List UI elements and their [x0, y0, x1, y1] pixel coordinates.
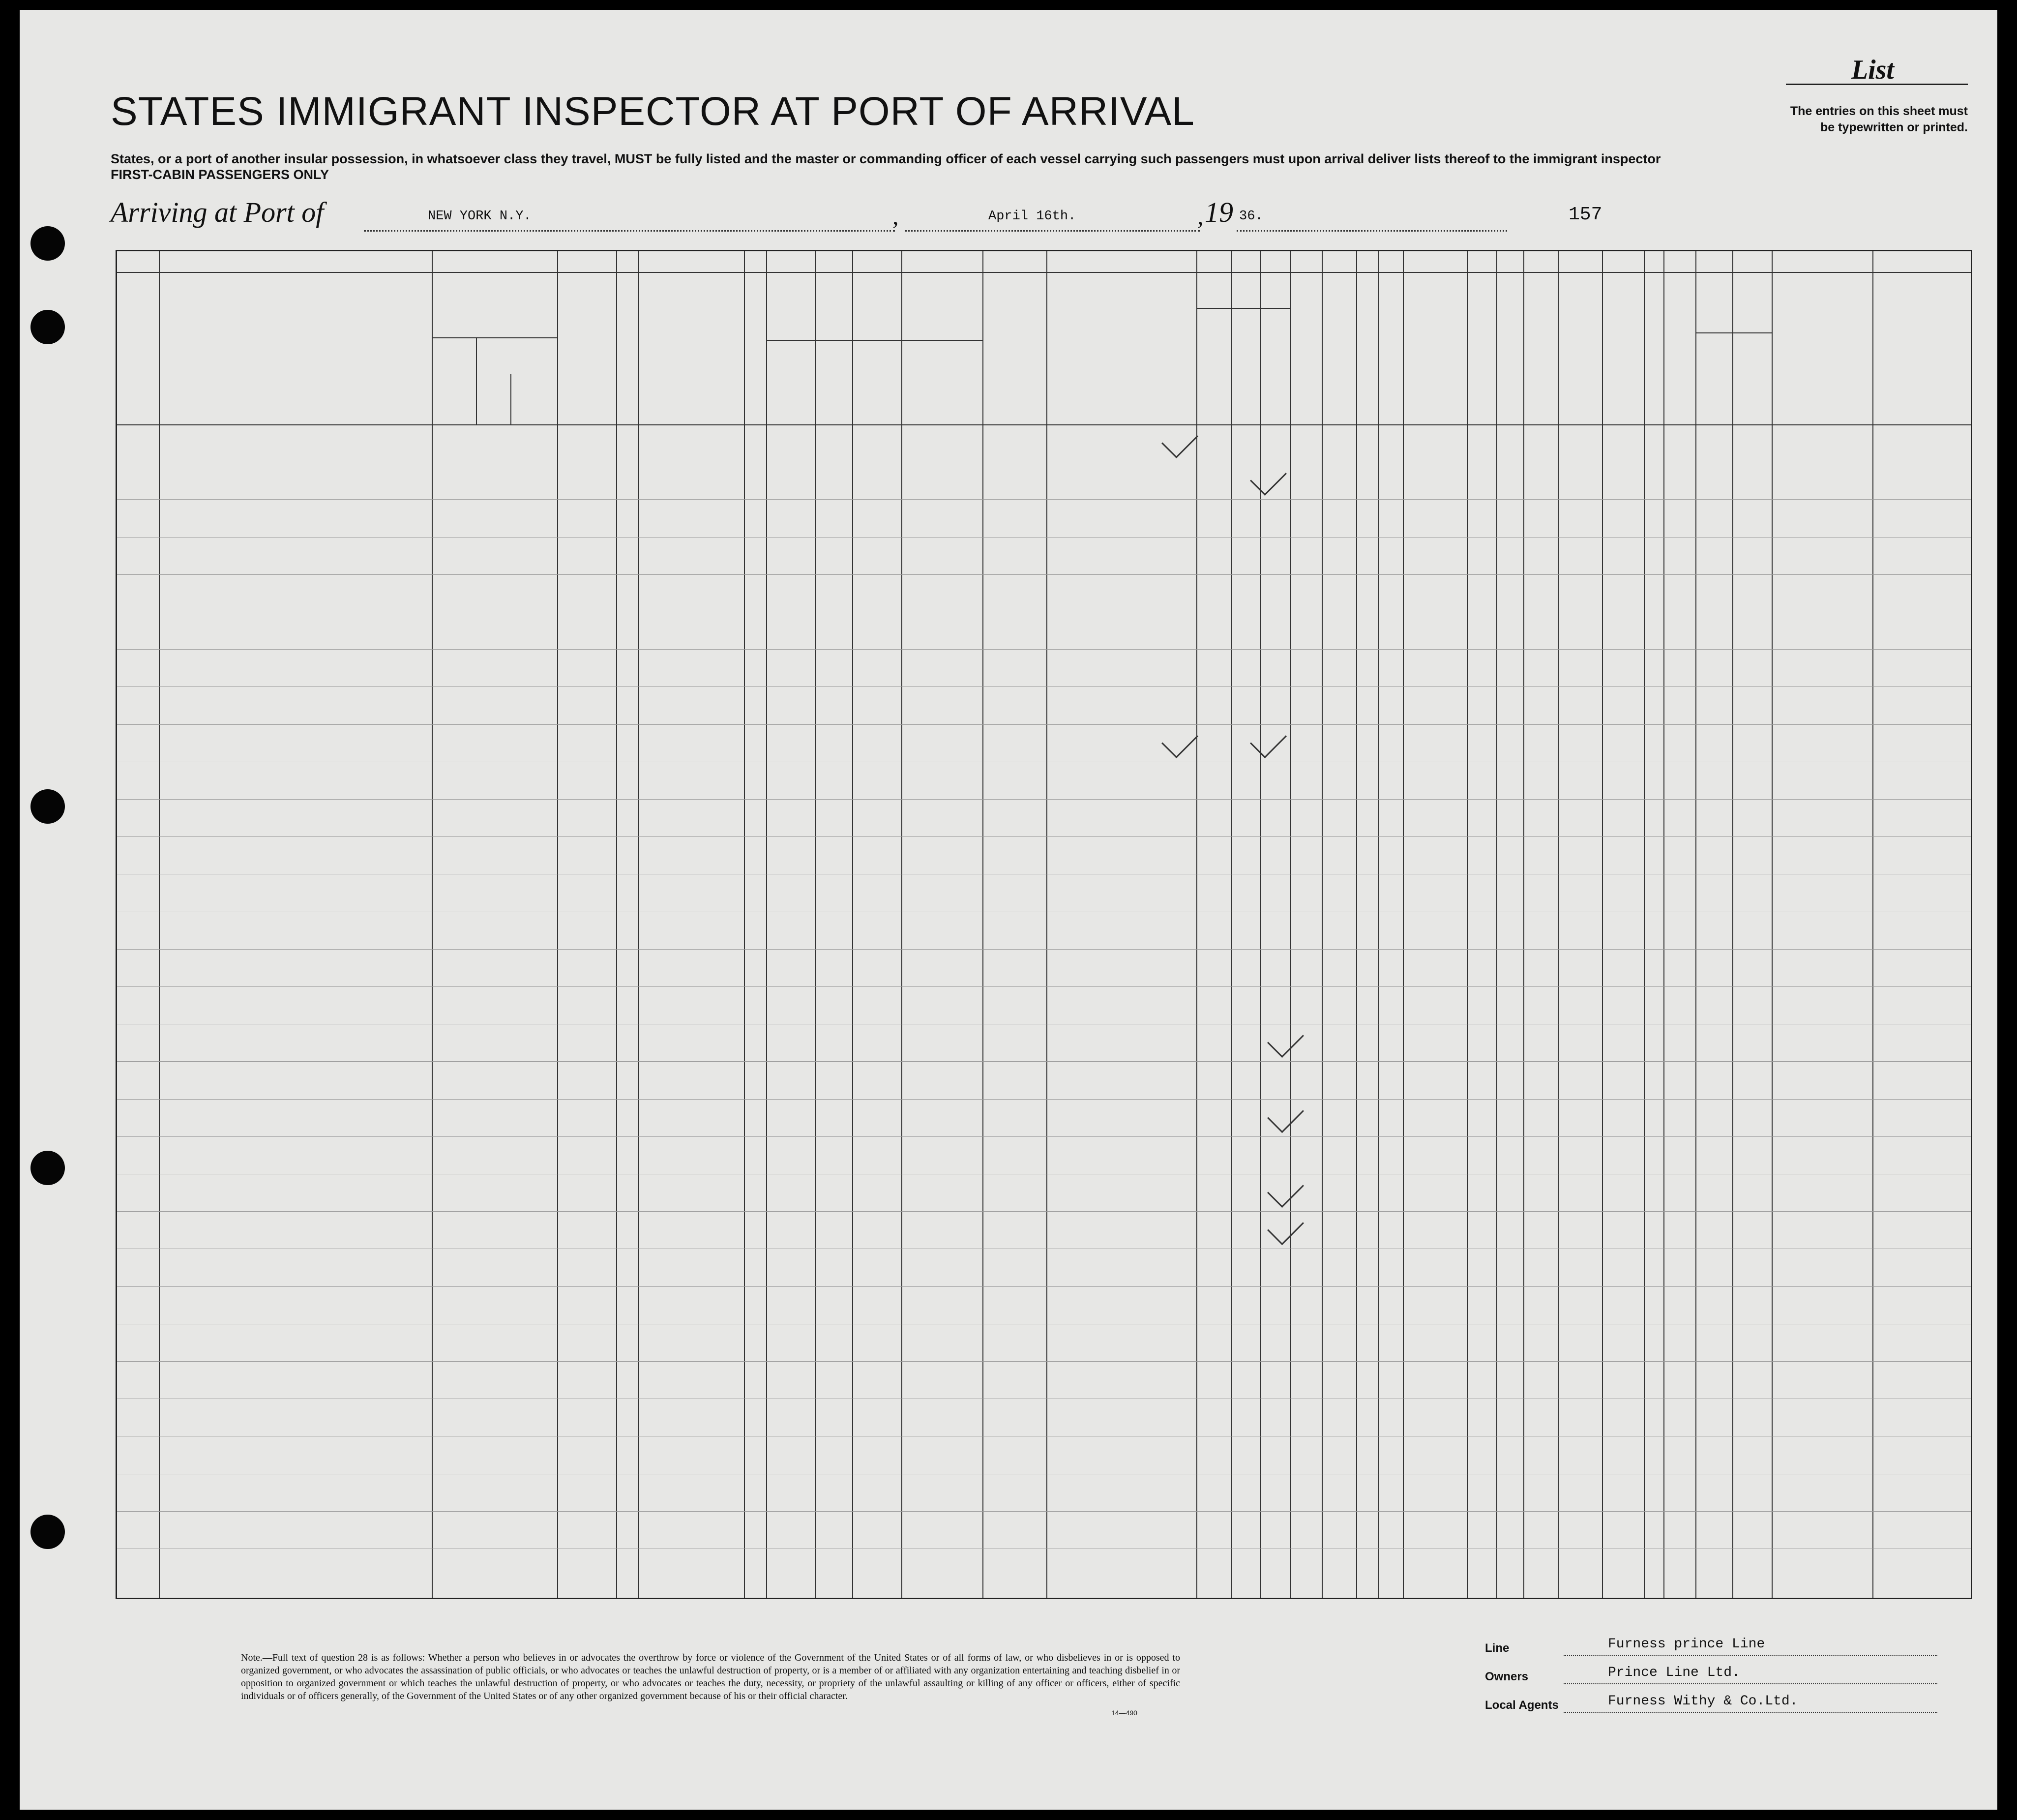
check-mark	[1250, 459, 1287, 496]
column-header	[434, 313, 555, 325]
binder-hole	[30, 789, 65, 824]
column-divider	[616, 251, 617, 1598]
column-divider	[1196, 251, 1197, 1598]
column-header	[768, 364, 813, 394]
column-divider	[766, 251, 767, 1598]
column-header	[1697, 305, 1770, 320]
column-divider	[1602, 251, 1603, 1598]
column-header	[1697, 374, 1730, 389]
separator: ,	[892, 202, 899, 230]
column-header	[746, 281, 764, 418]
binder-hole	[30, 310, 65, 344]
agents-value: Furness Withy & Co.Ltd.	[1608, 1694, 1798, 1709]
column-header	[1358, 281, 1377, 421]
row-divider	[117, 499, 1971, 500]
column-header	[1198, 310, 1229, 421]
header-divider	[117, 272, 1971, 273]
page-number: 157	[1569, 204, 1602, 225]
column-divider	[982, 251, 983, 1598]
instructions: States, or a port of another insular possession, in whatsoever class they travel, MUST be fully listed and the master or commanding officer of each vessel carrying such passengers must upon arrival deliver lists thereof to the immigrant inspector	[111, 151, 1661, 166]
check-mark	[1267, 1171, 1304, 1208]
column-header	[478, 342, 555, 364]
column-divider	[557, 251, 558, 1598]
year-prefix: 19	[1205, 196, 1233, 228]
column-header	[621, 355, 742, 418]
check-mark	[1250, 721, 1287, 758]
row-divider	[117, 574, 1971, 575]
column-header	[1734, 374, 1770, 389]
binder-hole	[30, 1151, 65, 1185]
typewritten-note	[1712, 103, 1968, 136]
column-header	[434, 350, 474, 409]
row-divider	[117, 1061, 1971, 1062]
column-header	[854, 379, 899, 399]
column-header	[619, 305, 742, 350]
check-mark	[1267, 1021, 1304, 1058]
column-divider	[1403, 251, 1404, 1598]
column-header	[1291, 281, 1320, 421]
row-divider	[117, 1211, 1971, 1212]
column-header	[1323, 281, 1355, 421]
column-header	[478, 387, 508, 401]
column-header	[1525, 315, 1556, 389]
column-header	[1048, 305, 1194, 384]
column-divider	[1290, 251, 1291, 1598]
column-divider	[1644, 251, 1645, 1598]
column-divider	[901, 251, 902, 1598]
binder-hole	[30, 1515, 65, 1549]
port-value: NEW YORK N.Y.	[428, 209, 532, 224]
check-mark	[1267, 1208, 1304, 1245]
column-divider	[1260, 251, 1261, 1598]
first-cabin-label: FIRST-CABIN PASSENGERS ONLY	[111, 167, 329, 182]
header-subdivider	[766, 340, 982, 341]
date-line	[905, 230, 1200, 232]
line-label: Line	[1485, 1641, 1510, 1655]
column-header	[1604, 305, 1642, 320]
binder-hole	[30, 226, 65, 261]
row-divider	[117, 1099, 1971, 1100]
column-divider	[852, 251, 853, 1598]
owners-field	[1564, 1683, 1937, 1684]
footnote: Note.—Full text of question 28 is as follows: Whether a person who believes in or advocates the overthrow by force or violence of the Government of the United States or of all forms of law, or who disbelieves in or is opposed to organized government, or who advocates the assassination of public officials, or who advocates or teaches the unlawful destruction of property, or is a member of or affiliated with any organization entertaining and teaching disbelief in or opposition to organized government or which teaches the unlawful destruction of property, or who advocates or teaches the duty, necessity, or propriety of the unlawful assaulting or killing of any officer or officers, either of specific individuals or of officers generally, of the Government of the United States or of any other organized government because of his or their official character.	[241, 1652, 1180, 1701]
date-value: April 16th.	[988, 209, 1076, 224]
row-divider	[117, 686, 1971, 687]
agents-field	[1564, 1712, 1937, 1713]
row-divider	[117, 1136, 1971, 1137]
manifest-table	[116, 250, 1972, 1599]
owners-label: Owners	[1485, 1670, 1529, 1683]
check-mark	[1267, 1096, 1304, 1133]
column-divider	[638, 251, 639, 1598]
column-header	[1560, 315, 1600, 399]
form-code: 14—490	[1111, 1709, 1137, 1717]
separator: ,	[1197, 202, 1204, 230]
column-header	[1198, 286, 1288, 305]
row-divider	[117, 1361, 1971, 1362]
header-divider	[117, 424, 1971, 425]
column-divider	[1732, 251, 1733, 1598]
header-subdivider	[432, 337, 557, 338]
column-header	[512, 387, 555, 401]
column-divider	[744, 251, 745, 1598]
column-divider	[1231, 251, 1232, 1598]
column-divider	[1523, 251, 1524, 1598]
column-header	[1380, 281, 1401, 421]
column-header	[903, 367, 980, 416]
port-line	[364, 230, 895, 232]
header-subdivider	[1695, 332, 1772, 333]
row-divider	[117, 799, 1971, 800]
column-divider	[1378, 251, 1379, 1598]
row-divider	[117, 1286, 1971, 1287]
column-header	[1606, 369, 1621, 414]
column-header	[1665, 345, 1693, 374]
column-header	[434, 298, 555, 313]
row-divider	[117, 949, 1971, 950]
column-header	[1498, 281, 1522, 421]
note-line: The entries on this sheet must	[1790, 104, 1968, 118]
column-divider	[1872, 251, 1873, 1598]
column-divider	[1558, 251, 1559, 1598]
check-mark	[1161, 721, 1198, 758]
list-label: List	[1851, 55, 1894, 85]
row-divider	[117, 649, 1971, 650]
line-field	[1564, 1655, 1937, 1656]
column-header	[161, 325, 430, 399]
column-divider	[1356, 251, 1357, 1598]
column-divider	[1322, 251, 1323, 1598]
line-value: Furness prince Line	[1608, 1637, 1765, 1652]
column-header	[817, 342, 980, 357]
column-header	[1404, 281, 1465, 421]
column-header	[768, 325, 980, 337]
row-divider	[117, 836, 1971, 837]
column-header	[768, 286, 980, 325]
column-header	[1626, 369, 1640, 414]
manifest-sheet	[20, 10, 1997, 1810]
column-header	[817, 369, 850, 414]
agents-label: Local Agents	[1485, 1699, 1559, 1712]
column-divider	[476, 337, 477, 424]
page-title: STATES IMMIGRANT INSPECTOR AT PORT OF ARRIVAL	[111, 89, 1195, 134]
column-header	[1774, 345, 1870, 364]
column-header	[1468, 281, 1495, 421]
column-header	[1262, 310, 1288, 421]
column-header	[119, 330, 157, 374]
column-divider	[1467, 251, 1468, 1598]
list-number-line	[1786, 84, 1968, 85]
column-divider	[815, 251, 816, 1598]
check-mark	[1161, 421, 1198, 458]
year-value: 36.	[1239, 209, 1263, 224]
year-line	[1237, 230, 1507, 232]
row-divider	[117, 724, 1971, 725]
row-divider	[117, 1511, 1971, 1512]
column-divider	[432, 251, 433, 1598]
column-header	[1232, 310, 1259, 421]
column-divider	[1046, 251, 1047, 1598]
owners-value: Prince Line Ltd.	[1608, 1665, 1740, 1680]
column-divider	[1663, 251, 1664, 1598]
column-divider	[1695, 251, 1696, 1598]
row-divider	[117, 986, 1971, 987]
column-header	[559, 291, 614, 418]
header-subdivider	[1196, 308, 1290, 309]
column-divider	[159, 251, 160, 1598]
note-line: be typewritten or printed.	[1820, 120, 1968, 134]
column-divider	[510, 374, 511, 424]
column-divider	[1772, 251, 1773, 1598]
column-divider	[1496, 251, 1497, 1598]
arriving-label: Arriving at Port of	[111, 196, 324, 228]
